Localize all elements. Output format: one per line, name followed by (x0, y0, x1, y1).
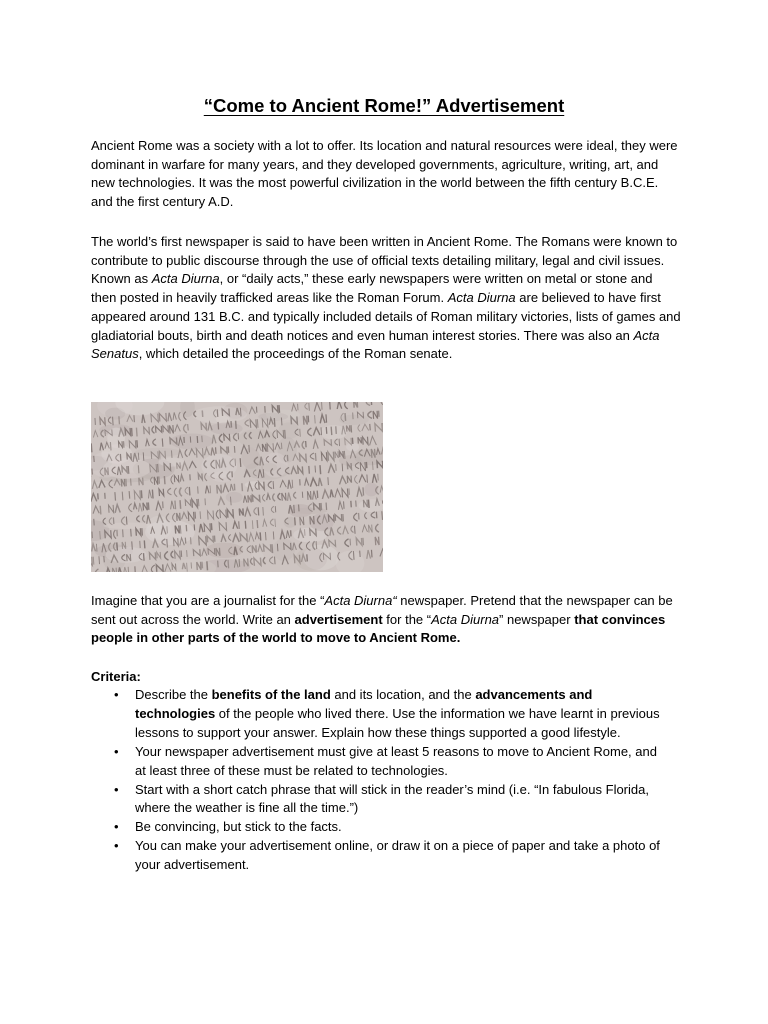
text-segment: ” newspaper (499, 611, 575, 627)
bullet-icon: • (114, 838, 119, 854)
bullet-icon: • (114, 781, 119, 797)
bold-term: benefits of the land (211, 687, 331, 702)
bullet-icon: • (114, 743, 119, 759)
newspaper-history-paragraph (91, 233, 681, 364)
text-segment: and its location, and the (330, 687, 476, 702)
text-segment: of the people who lived there. Use the information we have learnt in previous lessons to support your answer. Explain how these things supported a good lifestyle. (135, 705, 660, 740)
criteria-item (91, 781, 663, 819)
text-segment: You can make your advertisement online, or draw it on a piece of paper and take a photo of your advertisement. (135, 838, 660, 873)
criteria-list (91, 686, 663, 875)
intro-paragraph: Ancient Rome was a society with a lot to offer. Its location and natural resources were ideal, they were dominant in warfare for many years, and they developed governments, agriculture, writing, art, and new technologies. It was the most powerful civilization in the world between the fifth century B.C.E. and the first century A.D. (91, 138, 678, 210)
italic-term: Acta Diurna (431, 611, 500, 627)
text-segment: Be convincing, but stick to the facts. (135, 819, 342, 835)
criteria-item (91, 818, 663, 837)
bold-term: that convinces people in other parts of the world to move to Ancient Rome. (91, 611, 666, 646)
page-title: “Come to Ancient Rome!” Advertisement (203, 95, 565, 116)
assignment-paragraph (91, 592, 681, 648)
criteria-heading: Criteria: (91, 669, 141, 684)
bold-term: advancements and technologies (135, 687, 593, 721)
text-segment: Start with a short catch phrase that will stick in the reader’s mind (i.e. “In fabulous Florida, where the weather is fine all the time.”) (135, 781, 649, 816)
text-segment: Imagine that you are a journalist for the “ (91, 593, 325, 608)
bold-term: advertisement (294, 611, 383, 627)
bullet-icon: • (114, 687, 119, 702)
text-segment: , which detailed the proceedings of the Roman senate. (138, 346, 453, 362)
italic-term: Acta Diurna“ (324, 593, 397, 608)
italic-term: Acta Diurna (447, 290, 516, 306)
stone-inscription-icon (91, 402, 383, 572)
text-segment: The world’s first newspaper is said to have been written in Ancient Rome. The Romans were known to contribute to public discourse through the use of official texts detailing military, legal and civil issues. Known as (91, 234, 678, 287)
criteria-item (91, 686, 663, 743)
stone-inscription-image (91, 402, 383, 572)
italic-term: Acta Senatus (91, 327, 660, 362)
criteria-item (91, 837, 663, 875)
text-segment: are believed to have first appeared around 131 B.C. and typically included details of Roman military victories, lists of games and gladiatorial bouts, birth and death notices and even human interest stories. There was also an (91, 290, 681, 343)
text-segment: Describe the (135, 687, 212, 702)
text-segment: , or “daily acts,” these early newspapers were written on metal or stone and then posted in heavily trafficked areas like the Roman Forum. (91, 271, 653, 306)
text-segment: Your newspaper advertisement must give at least 5 reasons to move to Ancient Rome, and at least three of these must be related to technologies. (135, 743, 657, 778)
text-segment: newspaper. Pretend that the newspaper can be sent out across the world. Write an (91, 593, 673, 627)
text-segment: for the “ (382, 611, 432, 627)
bullet-icon: • (114, 819, 119, 835)
italic-term: Acta Diurna (151, 271, 220, 287)
criteria-item (91, 743, 663, 781)
